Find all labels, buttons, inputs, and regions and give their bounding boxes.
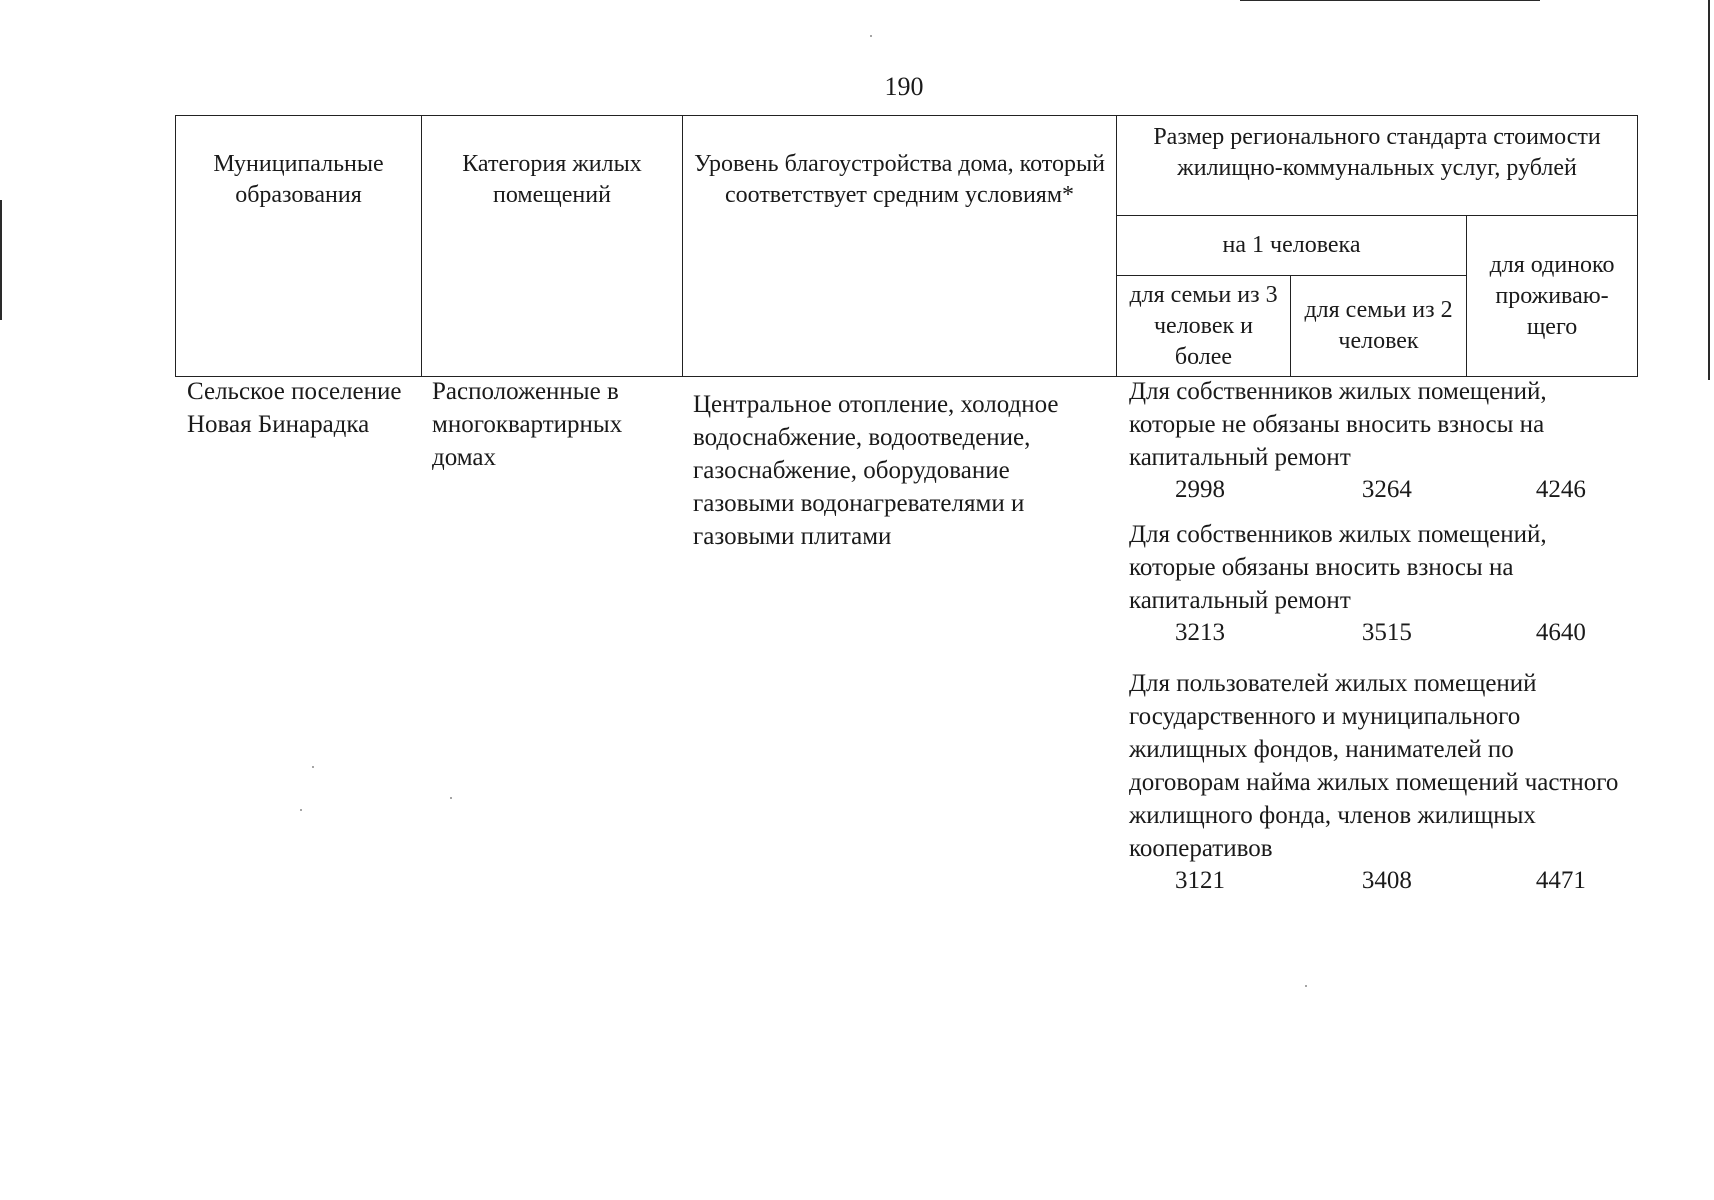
rate-group-label: Для собственников жилых помещений, которые не обязаны вносить взносы на капитальный ремонт	[1129, 378, 1547, 471]
rate-value-family-2: 3408	[1361, 867, 1412, 894]
rate-values	[1129, 474, 1629, 506]
rate-group-tenants	[1129, 667, 1629, 897]
rate-group-capital-repair	[1129, 518, 1629, 649]
rate-group-label: Для пользователей жилых помещений государственного и муниципального жилищных фондов, нанимателей по договорам найма жилых помещений частного жилищного фонда, членов жилищных кооперативов	[1129, 670, 1619, 862]
scan-speck	[312, 766, 314, 768]
header-family-2: для семьи из 2 человек	[1291, 276, 1467, 377]
row-category: Расположенные в многоквартирных домах	[432, 378, 623, 471]
scan-speck	[870, 35, 872, 37]
row-level: Центральное отопление, холодное водоснабжение, водоотведение, газоснабжение, оборудование газовыми водонагревателями и газовыми плитами	[693, 391, 1059, 550]
row-municipal: Сельское поселение Новая Бинарадка	[187, 378, 402, 438]
header-category: Категория жилых помещений	[422, 116, 683, 377]
rate-value-single: 4640	[1535, 619, 1586, 646]
rate-value-family-3: 2998	[1174, 476, 1225, 503]
rate-value-family-2: 3264	[1361, 476, 1412, 503]
rate-group-no-capital-repair	[1129, 375, 1629, 506]
header-per-person: на 1 человека	[1117, 216, 1467, 276]
rate-value-family-3: 3213	[1174, 619, 1225, 646]
header-standard-size: Размер регионального стандарта стоимости жилищно-коммунальных услуг, рублей	[1117, 116, 1638, 216]
header-family-3-plus: для семьи из 3 человек и более	[1117, 276, 1291, 377]
rate-values	[1129, 617, 1629, 649]
table-header	[175, 115, 1638, 377]
scan-speck	[450, 797, 452, 799]
header-municipal: Муниципальные образования	[176, 116, 422, 377]
scan-edge-line-right	[1708, 0, 1710, 380]
header-level: Уровень благоустройства дома, который соответствует средним условиям*	[683, 116, 1117, 377]
page-number: 190	[884, 72, 924, 101]
rate-value-family-3: 3121	[1174, 867, 1225, 894]
rate-values	[1129, 865, 1629, 897]
rate-group-label: Для собственников жилых помещений, которые обязаны вносить взносы на капитальный ремонт	[1129, 521, 1547, 614]
rate-value-single: 4246	[1535, 476, 1586, 503]
scan-edge-line-left	[0, 200, 2, 320]
rate-value-single: 4471	[1535, 867, 1586, 894]
row-rates	[1129, 375, 1629, 897]
scan-edge-line-top	[1240, 0, 1540, 1]
rate-value-family-2: 3515	[1361, 619, 1412, 646]
scan-speck	[1305, 985, 1307, 987]
scan-speck	[300, 809, 302, 811]
header-single-resident: для одиноко проживаю-щего	[1467, 216, 1638, 377]
